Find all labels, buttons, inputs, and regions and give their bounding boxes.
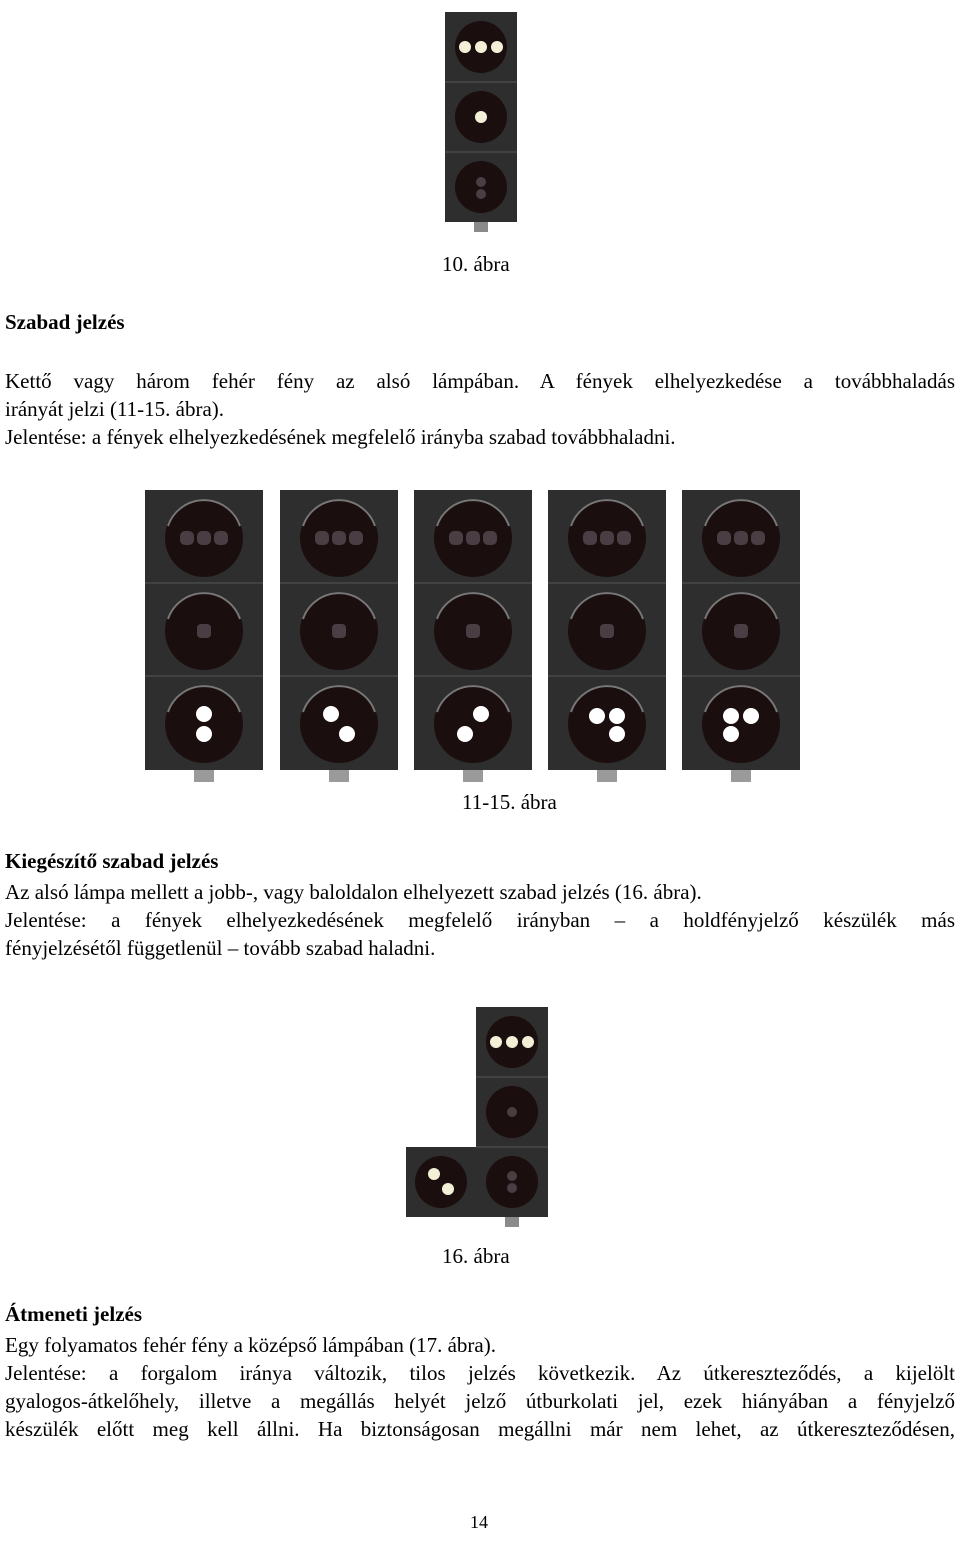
section-text-kiegeszito-line2: Jelentése: a fények elhelyezkedésének megfelelő irányban – a holdfényjelző készülék más xyxy=(5,908,955,932)
section-title-szabad: Szabad jelzés xyxy=(5,310,125,334)
figure-10-signal xyxy=(0,0,960,250)
light-off xyxy=(734,531,748,545)
section-title-atmeneti: Átmeneti jelzés xyxy=(5,1302,143,1326)
light-on xyxy=(442,1183,454,1195)
section-text-kiegeszito-line1: Az alsó lámpa mellett a jobb-, vagy baloldalon elhelyezett szabad jelzés (16. ábra). xyxy=(5,880,702,904)
light-on xyxy=(475,111,487,123)
light-off xyxy=(349,531,363,545)
signal-pole xyxy=(505,1217,519,1227)
light-on xyxy=(723,708,739,724)
light-on xyxy=(475,41,487,53)
light-off xyxy=(466,531,480,545)
light-on xyxy=(457,726,473,742)
light-off xyxy=(617,531,631,545)
light-off xyxy=(476,177,486,187)
section-text-szabad-line2: irányát jelzi (11-15. ábra). xyxy=(5,397,225,421)
light-off xyxy=(734,624,748,638)
light-on xyxy=(723,726,739,742)
signal-pole xyxy=(329,770,349,782)
section-text-atmeneti-line3: gyalogos-átkelőhely, illetve a megállás helyét jelző útburkolati jel, ezek hiányában a fényjelző xyxy=(5,1389,955,1413)
side-lamp xyxy=(415,1156,467,1208)
light-off xyxy=(600,531,614,545)
light-on xyxy=(490,1036,502,1048)
light-on xyxy=(196,706,212,722)
light-off xyxy=(507,1183,517,1193)
light-off xyxy=(583,531,597,545)
signal-pole xyxy=(194,770,214,782)
light-on xyxy=(473,706,489,722)
light-off xyxy=(197,624,211,638)
light-off xyxy=(449,531,463,545)
light-off xyxy=(717,531,731,545)
light-off xyxy=(476,189,486,199)
light-on xyxy=(609,726,625,742)
light-on xyxy=(196,726,212,742)
figure-10-caption: 10. ábra xyxy=(442,252,510,276)
signal-pole xyxy=(463,770,483,782)
light-off xyxy=(332,531,346,545)
light-off xyxy=(483,531,497,545)
section-text-szabad-line3: Jelentése: a fények elhelyezkedésének megfelelő irányba szabad továbbhaladni. xyxy=(5,425,676,449)
light-on xyxy=(339,726,355,742)
figure-11-15-caption: 11-15. ábra xyxy=(462,790,557,814)
signal-pole xyxy=(474,222,488,232)
light-off xyxy=(315,531,329,545)
section-text-kiegeszito-line3: fényjelzésétől függetlenül – tovább szabad haladni. xyxy=(5,936,436,960)
signal-pole xyxy=(731,770,751,782)
section-text-atmeneti-line4: készülék előtt meg kell állni. Ha biztonságosan megállni már nem lehet, az útkereszteződésen, xyxy=(5,1417,955,1441)
light-on xyxy=(522,1036,534,1048)
light-off xyxy=(197,531,211,545)
bottom-lamp xyxy=(486,1156,538,1208)
section-text-atmeneti-line2: Jelentése: a forgalom iránya változik, tilos jelzés következik. Az útkereszteződés, a kijelölt xyxy=(5,1361,955,1385)
light-off xyxy=(600,624,614,638)
section-text-szabad-line1: Kettő vagy három fehér fény az alsó lámpában. A fények elhelyezkedése a továbbhaladás xyxy=(5,369,955,393)
section-text-atmeneti-line1: Egy folyamatos fehér fény a középső lámpában (17. ábra). xyxy=(5,1333,496,1357)
light-on xyxy=(589,708,605,724)
figure-11-15-signals xyxy=(0,470,960,790)
light-off xyxy=(180,531,194,545)
light-on xyxy=(459,41,471,53)
signal-pole xyxy=(597,770,617,782)
light-off xyxy=(751,531,765,545)
light-off xyxy=(507,1171,517,1181)
figure-16-caption: 16. ábra xyxy=(442,1244,510,1268)
page-number: 14 xyxy=(470,1512,488,1532)
light-on xyxy=(491,41,503,53)
light-on xyxy=(743,708,759,724)
light-off xyxy=(332,624,346,638)
figure-16-signal xyxy=(0,1000,960,1240)
light-on xyxy=(609,708,625,724)
light-on xyxy=(323,706,339,722)
light-off xyxy=(214,531,228,545)
light-off xyxy=(466,624,480,638)
section-title-kiegeszito: Kiegészítő szabad jelzés xyxy=(5,849,219,873)
light-on xyxy=(428,1168,440,1180)
light-off xyxy=(507,1107,517,1117)
light-on xyxy=(506,1036,518,1048)
